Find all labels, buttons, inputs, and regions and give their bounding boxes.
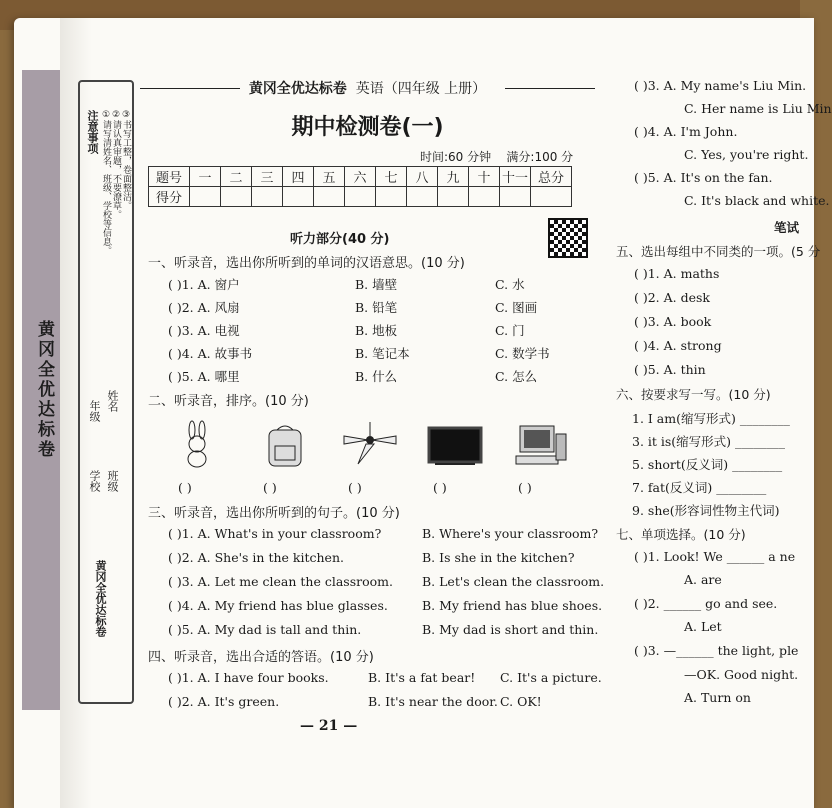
right-line: C. Yes, you're right.	[684, 147, 809, 162]
sec1-q4-b[interactable]: B. 笔记本	[355, 346, 410, 361]
qr-code-icon[interactable]	[548, 218, 588, 258]
sec4-q1-c[interactable]: C. It's a picture.	[500, 670, 602, 685]
right-line[interactable]: 7. fat(反义词) ________	[632, 480, 767, 495]
right-line[interactable]: ( )1. Look! We ______ a ne	[634, 549, 796, 564]
score-cell: 十一	[500, 167, 531, 187]
field-name[interactable]: 姓名	[106, 390, 119, 412]
sec2-blank-1[interactable]: ( )	[178, 480, 192, 495]
score-cell: 九	[438, 167, 469, 187]
right-line[interactable]: A. are	[684, 572, 722, 587]
sec1-q3-a[interactable]: ( )3. A. 电视	[168, 323, 240, 338]
page-number: — 21 —	[300, 718, 358, 734]
exam-page	[140, 70, 605, 770]
right-line[interactable]: 3. it is(缩写形式) ________	[632, 434, 786, 449]
note-2: ②请认真审题，不要潦草。	[111, 110, 121, 219]
right-line: C. Her name is Liu Min	[684, 101, 832, 116]
right-line[interactable]: ( )3. A. My name's Liu Min.	[634, 78, 807, 93]
backpack-icon	[255, 422, 315, 468]
sec1-q4-c[interactable]: C. 数学书	[495, 346, 550, 361]
sec6-title: 六、按要求写一写。(10 分)	[616, 387, 771, 402]
side-brand: 黄冈全优达标卷	[94, 560, 107, 637]
sec1-q4-a[interactable]: ( )4. A. 故事书	[168, 346, 253, 361]
sec4-q2-c[interactable]: C. OK!	[500, 694, 542, 709]
score-input[interactable]	[500, 187, 531, 207]
sec3-q3-b[interactable]: B. Let's clean the classroom.	[422, 574, 605, 589]
score-cell: 题号	[149, 167, 190, 187]
sec3-q4-a[interactable]: ( )4. A. My friend has blue glasses.	[168, 598, 388, 613]
sec1-q1-b[interactable]: B. 墙壁	[355, 277, 398, 292]
right-line[interactable]: ( )1. A. maths	[634, 266, 720, 281]
right-line[interactable]: ( )5. A. It's on the fan.	[634, 170, 773, 185]
sec3-title: 三、听录音，选出你所听到的句子。(10 分)	[148, 506, 400, 521]
sec4-q2-b[interactable]: B. It's near the door.	[368, 694, 498, 709]
right-line[interactable]: ( )3. —______ the light, ple	[634, 643, 799, 658]
sec4-q2-a[interactable]: ( )2. A. It's green.	[168, 694, 280, 709]
note-1: ①请写清姓名、班级、学校等信息。	[101, 110, 111, 255]
score-label: 得分	[149, 187, 190, 207]
sec4-q1-b[interactable]: B. It's a fat bear!	[368, 670, 476, 685]
sec5-title: 五、选出每组中不同类的一项。(5 分	[616, 244, 821, 259]
sec1-q5-b[interactable]: B. 什么	[355, 369, 398, 384]
sec3-q5-b[interactable]: B. My dad is short and thin.	[422, 622, 599, 637]
score-input[interactable]	[407, 187, 438, 207]
right-line[interactable]: A. Turn on	[684, 690, 751, 705]
right-line[interactable]: ( )2. A. desk	[634, 290, 710, 305]
score-cell: 四	[283, 167, 314, 187]
sec3-q4-b[interactable]: B. My friend has blue shoes.	[422, 598, 603, 613]
sec4-title: 四、听录音，选出合适的答语。(10 分)	[148, 650, 374, 665]
right-line[interactable]: ( )4. A. I'm John.	[634, 124, 738, 139]
sec1-q2-a[interactable]: ( )2. A. 风扇	[168, 300, 240, 315]
sec1-q1-a[interactable]: ( )1. A. 窗户	[168, 277, 240, 292]
sec2-blank-2[interactable]: ( )	[263, 480, 277, 495]
right-line[interactable]: 5. short(反义词) ________	[632, 457, 783, 472]
score-table-header-row	[149, 167, 572, 187]
score-cell: 八	[407, 167, 438, 187]
field-class[interactable]: 班级	[106, 470, 119, 492]
sec1-q2-c[interactable]: C. 图画	[495, 300, 538, 315]
score-cell: 六	[345, 167, 376, 187]
field-school[interactable]: 学校	[88, 470, 101, 492]
computer-icon	[510, 422, 570, 468]
time-limit: 时间:60 分钟	[420, 150, 492, 164]
sec2-blank-3[interactable]: ( )	[348, 480, 362, 495]
sec3-q2-a[interactable]: ( )2. A. She's in the kitchen.	[168, 550, 344, 565]
blackboard-icon	[425, 422, 485, 468]
score-cell: 三	[252, 167, 283, 187]
right-line[interactable]: 1. I am(缩写形式) ________	[632, 411, 790, 426]
score-input[interactable]	[376, 187, 407, 207]
sec1-q1-c[interactable]: C. 水	[495, 277, 525, 292]
right-line[interactable]: ( )5. A. thin	[634, 362, 706, 377]
score-input[interactable]	[531, 187, 572, 207]
sec1-q5-c[interactable]: C. 怎么	[495, 369, 538, 384]
listening-title: 听力部分(40 分)	[290, 232, 390, 247]
score-cell: 一	[190, 167, 221, 187]
score-input[interactable]	[283, 187, 314, 207]
score-input[interactable]	[469, 187, 500, 207]
sec3-q1-b[interactable]: B. Where's your classroom?	[422, 526, 599, 541]
subject-label: 英语（四年级 上册）	[355, 81, 487, 97]
score-cell: 十	[469, 167, 500, 187]
note-3: ③书写工整，卷面整洁。	[121, 110, 131, 210]
sec2-blank-4[interactable]: ( )	[433, 480, 447, 495]
sec7-title: 七、单项选择。(10 分)	[616, 527, 746, 542]
sec2-blank-5[interactable]: ( )	[518, 480, 532, 495]
score-input[interactable]	[221, 187, 252, 207]
right-page	[612, 70, 832, 770]
score-cell: 五	[314, 167, 345, 187]
binding-strip	[22, 70, 63, 710]
strip-brand: 黄冈全优达标卷	[34, 320, 54, 460]
score-table	[148, 166, 572, 207]
score-cell: 总分	[531, 167, 572, 187]
sec1-q3-b[interactable]: B. 地板	[355, 323, 398, 338]
right-line[interactable]: A. Let	[684, 619, 722, 634]
sec1-q3-c[interactable]: C. 门	[495, 323, 525, 338]
sec3-q5-a[interactable]: ( )5. A. My dad is tall and thin.	[168, 622, 362, 637]
exam-header	[140, 78, 595, 98]
right-line[interactable]: ( )3. A. book	[634, 314, 712, 329]
right-line[interactable]: ( )4. A. strong	[634, 338, 722, 353]
field-grade[interactable]: 年级	[88, 400, 101, 422]
rabbit-icon	[170, 422, 230, 468]
score-input[interactable]	[438, 187, 469, 207]
score-input[interactable]	[252, 187, 283, 207]
sec3-q2-b[interactable]: B. Is she in the kitchen?	[422, 550, 575, 565]
sec3-q1-a[interactable]: ( )1. A. What's in your classroom?	[168, 526, 382, 541]
sec1-q2-b[interactable]: B. 铅笔	[355, 300, 398, 315]
sec4-q1-a[interactable]: ( )1. A. I have four books.	[168, 670, 329, 685]
notes-title: 注意事项	[86, 110, 99, 154]
right-line: C. It's black and white.	[684, 193, 830, 208]
score-cell: 二	[221, 167, 252, 187]
written-section-title: 笔试	[774, 220, 800, 235]
ceiling-fan-icon	[340, 422, 400, 468]
full-score: 满分:100 分	[506, 150, 574, 164]
sec1-title: 一、听录音，选出你所听到的单词的汉语意思。(10 分)	[148, 256, 465, 271]
right-line[interactable]: ( )2. ______ go and see.	[634, 596, 778, 611]
score-table-score-row	[149, 187, 572, 207]
sec2-title: 二、听录音，排序。(10 分)	[148, 394, 309, 409]
right-line[interactable]: 9. she(形容词性物主代词)	[632, 503, 780, 518]
score-input[interactable]	[314, 187, 345, 207]
sec3-q3-a[interactable]: ( )3. A. Let me clean the classroom.	[168, 574, 393, 589]
time-score-info	[420, 148, 573, 165]
score-cell: 七	[376, 167, 407, 187]
right-line: —OK. Good night.	[684, 667, 799, 682]
series-brand: 黄冈全优达标卷	[248, 81, 347, 97]
exam-title: 期中检测卷(一)	[291, 115, 444, 140]
score-input[interactable]	[345, 187, 376, 207]
sec1-q5-a[interactable]: ( )5. A. 哪里	[168, 369, 240, 384]
score-input[interactable]	[190, 187, 221, 207]
